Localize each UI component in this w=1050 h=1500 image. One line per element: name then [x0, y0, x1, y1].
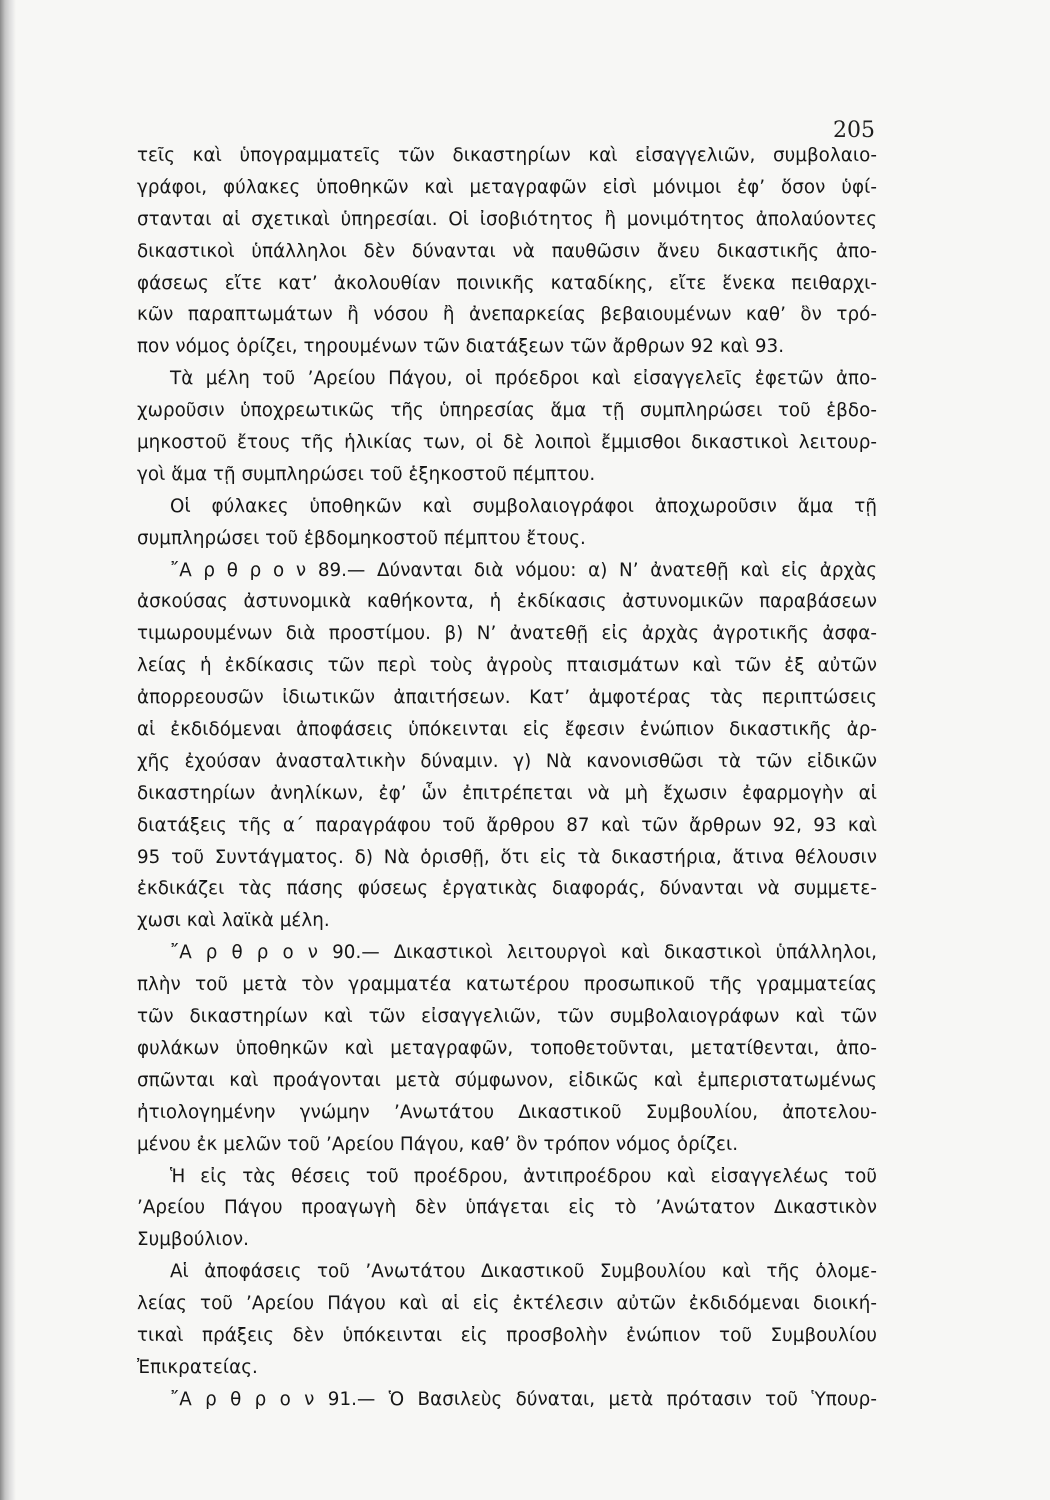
text-line: Τὰ μέλη τοῦ ’Αρείου Πάγου, οἱ πρόεδροι καὶ εἰσαγγελεῖς ἐφετῶν ἀπο- — [170, 368, 877, 390]
text-line: τεῖς καὶ ὑπογραμματεῖς τῶν δικαστηρίων καὶ εἰσαγγελιῶν, συμβολαιο- — [137, 145, 877, 166]
text-line: ῎Α ρ θ ρ ο ν 91.— Ὁ Βασιλεὺς δύναται, μετὰ πρότασιν τοῦ Ὑπουρ- — [170, 1388, 877, 1410]
text-line: χωροῦσιν ὑποχρεωτικῶς τῆς ὑπηρεσίας ἅμα τῇ συμπληρώσει τοῦ ἑβδο- — [137, 400, 877, 422]
text-line: αἱ ἐκδιδόμεναι ἀποφάσεις ὑπόκεινται εἰς ἔφεσιν ἐνώπιον δικαστικῆς ἀρ- — [137, 719, 877, 741]
text-line: τιμωρουμένων διὰ προστίμου. β) Ν’ ἀνατεθῇ εἰς ἀρχὰς ἀγροτικῆς ἀσφα- — [137, 623, 877, 645]
text-line: Αἱ ἀποφάσεις τοῦ ’Ανωτάτου Δικαστικοῦ Συμβουλίου καὶ τῆς ὁλομε- — [170, 1261, 877, 1283]
body-text — [137, 140, 877, 1416]
text-line: γράφοι, φύλακες ὑποθηκῶν καὶ μεταγραφῶν εἰσὶ μόνιμοι ἐφ’ ὅσον ὑφί- — [137, 176, 877, 198]
text-line: τικαὶ πράξεις δὲν ὑπόκεινται εἰς προσβολὴν ἐνώπιον τοῦ Συμβουλίου — [137, 1324, 877, 1346]
text-line: χωσι καὶ λαϊκὰ μέλη. — [137, 910, 330, 932]
page-edge-shadow — [0, 0, 16, 1500]
text-line: φυλάκων ὑποθηκῶν καὶ μεταγραφῶν, τοποθετοῦνται, μετατίθενται, ἀπο- — [137, 1037, 877, 1059]
text-line: 95 τοῦ Συντάγματος. δ) Νὰ ὁρισθῇ, ὅτι εἰς τὰ δικαστήρια, ἅτινα θέλουσιν — [137, 846, 877, 868]
text-line: γοὶ ἅμα τῇ συμπληρώσει τοῦ ἑξηκοστοῦ πέμπτου. — [137, 463, 596, 485]
text-line: σπῶνται καὶ προάγονται μετὰ σύμφωνον, εἰδικῶς καὶ ἐμπεριστατωμένως — [137, 1069, 877, 1091]
text-line: ἠτιολογημένην γνώμην ’Ανωτάτου Δικαστικοῦ Συμβουλίου, ἀποτελου- — [137, 1101, 877, 1123]
text-line: διατάξεις τῆς α΄ παραγράφου τοῦ ἄρθρου 87 καὶ τῶν ἄρθρων 92, 93 καὶ — [137, 814, 877, 836]
text-line: Ἡ εἰς τὰς θέσεις τοῦ προέδρου, ἀντιπροέδρου καὶ εἰσαγγελέως τοῦ — [170, 1165, 877, 1187]
text-line: Ἐπικρατείας. — [137, 1356, 258, 1378]
text-line: Συμβούλιον. — [137, 1229, 249, 1251]
text-line: δικαστικοὶ ὑπάλληλοι δὲν δύνανται νὰ παυθῶσιν ἄνευ δικαστικῆς ἀπο- — [137, 240, 877, 262]
text-line: μένου ἐκ μελῶν τοῦ ’Αρείου Πάγου, καθ’ ὃν τρόπον νόμος ὁρίζει. — [137, 1133, 739, 1155]
text-line: τῶν δικαστηρίων καὶ τῶν εἰσαγγελιῶν, τῶν συμβολαιογράφων καὶ τῶν — [137, 1006, 877, 1028]
text-line: λείας ἡ ἐκδίκασις τῶν περὶ τοὺς ἀγροὺς πταισμάτων καὶ τῶν ἐξ αὐτῶν — [137, 655, 877, 677]
text-line: χῆς ἐχούσαν ἀνασταλτικὴν δύναμιν. γ) Νὰ κανονισθῶσι τὰ τῶν εἰδικῶν — [137, 750, 877, 772]
text-line: δικαστηρίων ἀνηλίκων, ἐφ’ ὧν ἐπιτρέπεται νὰ μὴ ἔχωσιν ἐφαρμογὴν αἱ — [137, 782, 877, 804]
text-line: φάσεως εἴτε κατ’ ἀκολουθίαν ποινικῆς καταδίκης, εἴτε ἕνεκα πειθαρχι- — [137, 272, 877, 294]
text-line: Οἱ φύλακες ὑποθηκῶν καὶ συμβολαιογράφοι ἀποχωροῦσιν ἅμα τῇ — [170, 495, 877, 517]
text-line: στανται αἱ σχετικαὶ ὑπηρεσίαι. Οἱ ἰσοβιότητος ἢ μονιμότητος ἀπολαύοντες — [137, 208, 877, 230]
text-line: κῶν παραπτωμάτων ἢ νόσου ἢ ἀνεπαρκείας βεβαιουμένων καθ’ ὃν τρό- — [137, 304, 877, 326]
text-line: συμπληρώσει τοῦ ἑβδομηκοστοῦ πέμπτου ἔτους. — [137, 527, 586, 549]
text-line: ῎Α ρ θ ρ ο ν 89.— Δύνανται διὰ νόμου: α) Ν’ ἀνατεθῇ καὶ εἰς ἀρχὰς — [170, 559, 877, 581]
text-line: ἐκδικάζει τὰς πάσης φύσεως ἐργατικὰς διαφοράς, δύνανται νὰ συμμετε- — [137, 878, 877, 900]
text-line: ῎Α ρ θ ρ ο ν 90.— Δικαστικοὶ λειτουργοὶ καὶ δικαστικοὶ ὑπάλληλοι, — [170, 942, 877, 964]
page-number: 205 — [833, 118, 875, 143]
text-line: μηκοστοῦ ἔτους τῆς ἡλικίας των, οἱ δὲ λοιποὶ ἔμμισθοι δικαστικοὶ λειτουρ- — [137, 432, 877, 454]
text-line: πλὴν τοῦ μετὰ τὸν γραμματέα κατωτέρου προσωπικοῦ τῆς γραμματείας — [137, 974, 877, 996]
text-line: λείας τοῦ ’Αρείου Πάγου καὶ αἱ εἰς ἐκτέλεσιν αὐτῶν ἐκδιδόμεναι διοική- — [137, 1293, 877, 1315]
text-line: ἀπορρεουσῶν ἰδιωτικῶν ἀπαιτήσεων. Κατ’ ἀμφοτέρας τὰς περιπτώσεις — [137, 687, 877, 709]
text-line: πον νόμος ὁρίζει, τηρουμένων τῶν διατάξεων τῶν ἄρθρων 92 καὶ 93. — [137, 336, 785, 358]
text-line: ἀσκούσας ἀστυνομικὰ καθήκοντα, ἡ ἐκδίκασις ἀστυνομικῶν παραβάσεων — [137, 591, 877, 613]
text-line: ’Αρείου Πάγου προαγωγὴ δὲν ὑπάγεται εἰς τὸ ’Ανώτατον Δικαστικὸν — [137, 1197, 877, 1219]
